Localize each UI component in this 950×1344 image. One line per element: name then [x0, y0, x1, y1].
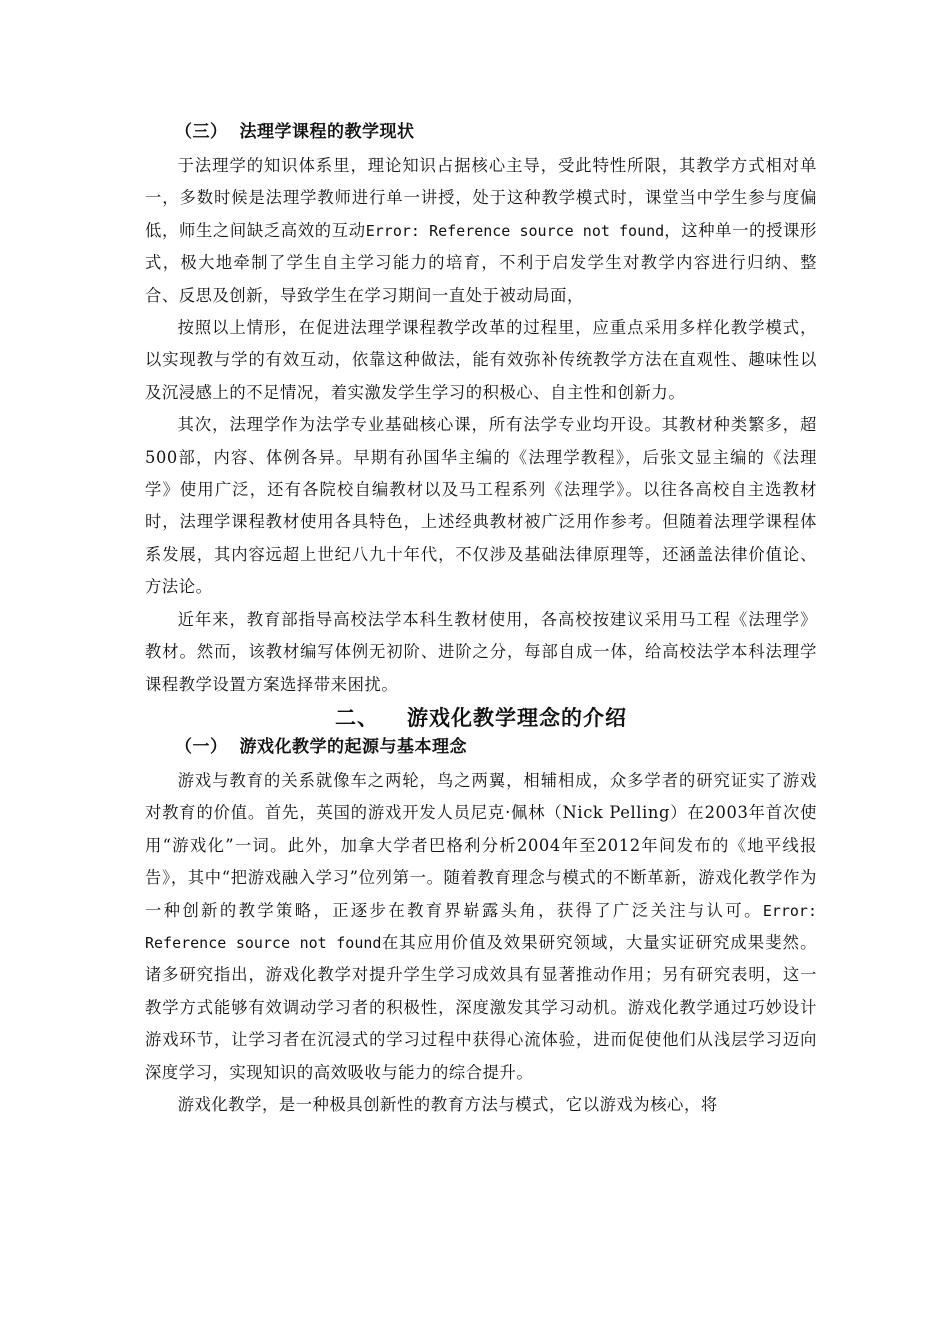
paragraph-text: 按照以上情形，在促进法理学课程教学改革的过程里，应重点采用多样化教学模式，以实现教与学的有效互动，依靠这种做法，能有效弥补传统教学方法在直观性、趣味性以及沉浸感上的不足情况，着实激发学生学习的积极心、自主性和创新力。 — [145, 318, 817, 402]
section-three-number: （三） — [175, 122, 228, 142]
text-column — [145, 112, 817, 1121]
paragraph-text: 游戏化教学，是一种极具创新性的教育方法与模式，它以游戏为核心，将 — [177, 1094, 718, 1114]
paragraph — [145, 765, 817, 1089]
section-one-title: 游戏化教学的起源与基本理念 — [239, 736, 467, 757]
paragraph — [145, 409, 817, 603]
paragraph-text: ，这种单一的授课形式，极大地牵制了学生自主学习能力的培育，不利于启发学生对教学内容进行归纳、整合、反思及创新，导致学生在学习期间一直处于被动局面， — [145, 220, 817, 305]
reference-error-text: Error: Reference source not found — [145, 901, 817, 952]
paragraph — [145, 312, 817, 409]
paragraph-text: 于法理学的知识体系里，理论知识占据核心主导，受此特性所限，其教学方式相对单一，多数时候是法理学教师进行单一讲授，处于这种教学模式时，课堂当中学生参与度偏低，师生之间缺乏高效的互动 — [145, 156, 817, 240]
paragraph-text: 在其应用价值及效果研究领域，大量实证研究成果斐然。诸多研究指出，游戏化教学对提升学生学习成效具有显著推动作用；另有研究表明，这一教学方式能够有效调动学习者的积极性，深度激发其学习动机。游戏化教学通过巧妙设计游戏环节，让学习者在沉浸式的学习过程中获得心流体验，进而促使他们从浅层学习迈向深度学习，实现知识的高效吸收与能力的综合提升。 — [145, 932, 817, 1082]
chapter-two-heading — [145, 703, 817, 733]
section-one-number: （一） — [175, 736, 228, 757]
paragraph — [145, 1089, 817, 1121]
section-three-title: 法理学课程的教学现状 — [239, 122, 415, 142]
section-one-heading — [175, 735, 817, 759]
reference-error-text: Error: Reference source not found — [365, 221, 665, 240]
chapter-two-title: 游戏化教学理念的介绍 — [407, 705, 627, 730]
chapter-two-number: 二、 — [335, 705, 379, 730]
paragraph — [145, 150, 817, 312]
paragraph — [145, 604, 817, 701]
paragraph-text: 游戏与教育的关系就像车之两轮，鸟之两翼，相辅相成，众多学者的研究证实了游戏对教育的价值。首先，英国的游戏开发人员尼克·佩林（Nick Pelling）在2003年首次使用“游戏化”一词。此外，加拿大学者巴格利分析2004年至2012年间发布的《地平线报告》，其中“把游戏融入学习”位列第一。随着教育理念与模式的不断革新，游戏化教学作为一种创新的教学策略，正逐步在教育界崭露头角，获得了广泛关注与认可。 — [145, 770, 817, 920]
section-three-heading — [175, 120, 817, 144]
paragraph-text: 其次，法理学作为法学专业基础核心课，所有法学专业均开设。其教材种类繁多，超500部，内容、体例各异。早期有孙国华主编的《法理学教程》，后张文显主编的《法理学》使用广泛，还有各院校自编教材以及马工程系列《法理学》。以往各高校自主选教材时，法理学课程教材使用各具特色，上述经典教材被广泛用作参考。但随着法理学课程体系发展，其内容远超上世纪八九十年代，不仅涉及基础法律原理等，还涵盖法律价值论、方法论。 — [145, 415, 817, 597]
paragraph-text: 近年来，教育部指导高校法学本科生教材使用，各高校按建议采用马工程《法理学》教材。然而，该教材编写体例无初阶、进阶之分，每部自成一体，给高校法学本科法理学课程教学设置方案选择带来困扰。 — [145, 609, 817, 694]
